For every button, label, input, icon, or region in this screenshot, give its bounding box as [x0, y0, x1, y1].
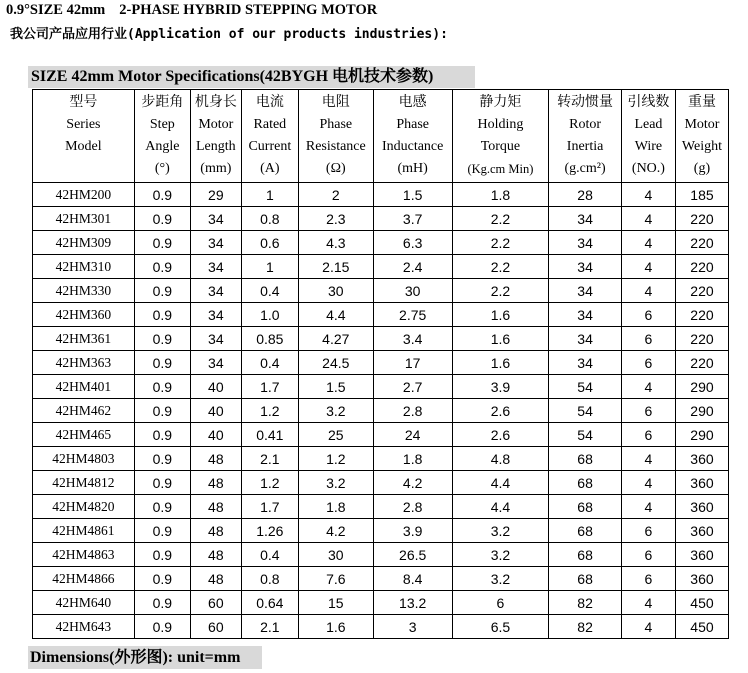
model-cell: 42HM363	[33, 351, 135, 375]
table-cell: 220	[675, 327, 728, 351]
table-cell: 2.4	[373, 255, 452, 279]
table-cell: 29	[190, 183, 241, 207]
applications-line: 我公司产品应用行业(Application of our products industries):	[10, 27, 448, 42]
table-cell: 0.9	[134, 375, 190, 399]
column-header-en2: Resistance	[305, 139, 366, 154]
dimensions-heading: Dimensions(外形图): unit=mm	[28, 646, 262, 669]
table-cell: 4	[621, 591, 675, 615]
column-header-en2: Weight	[681, 139, 723, 154]
table-cell: 4.2	[298, 519, 373, 543]
table-cell: 40	[190, 399, 241, 423]
table-row	[33, 615, 729, 639]
table-cell: 26.5	[373, 543, 452, 567]
column-header	[190, 90, 241, 183]
table-cell: 6	[621, 567, 675, 591]
column-header-unit: (Ω)	[325, 161, 346, 176]
table-cell: 220	[675, 279, 728, 303]
table-row	[33, 399, 729, 423]
table-cell: 2.2	[452, 255, 549, 279]
table-cell: 4	[621, 183, 675, 207]
table-row	[33, 543, 729, 567]
table-cell: 220	[675, 303, 728, 327]
size-label: 0.9°SIZE 42mm	[6, 2, 106, 18]
table-cell: 34	[549, 351, 622, 375]
table-cell: 1.6	[298, 615, 373, 639]
table-cell: 6	[452, 591, 549, 615]
model-cell: 42HM200	[33, 183, 135, 207]
column-header-en2: Inertia	[566, 139, 604, 154]
table-cell: 48	[190, 447, 241, 471]
table-cell: 13.2	[373, 591, 452, 615]
table-cell: 0.9	[134, 255, 190, 279]
table-cell: 68	[549, 519, 622, 543]
table-cell: 0.9	[134, 591, 190, 615]
table-cell: 4	[621, 495, 675, 519]
table-cell: 0.41	[241, 423, 298, 447]
table-cell: 2.2	[452, 231, 549, 255]
table-row	[33, 183, 729, 207]
table-cell: 6	[621, 543, 675, 567]
table-cell: 450	[675, 591, 728, 615]
table-cell: 0.9	[134, 423, 190, 447]
table-cell: 0.9	[134, 183, 190, 207]
table-cell: 2.15	[298, 255, 373, 279]
table-cell: 0.9	[134, 231, 190, 255]
table-cell: 34	[190, 279, 241, 303]
table-cell: 0.8	[241, 567, 298, 591]
table-cell: 0.4	[241, 279, 298, 303]
column-header-en1: Series	[66, 117, 101, 132]
table-row	[33, 375, 729, 399]
table-cell: 40	[190, 375, 241, 399]
table-cell: 1.6	[452, 351, 549, 375]
table-row	[33, 567, 729, 591]
model-cell: 42HM360	[33, 303, 135, 327]
table-cell: 34	[190, 327, 241, 351]
table-cell: 185	[675, 183, 728, 207]
table-cell: 34	[190, 303, 241, 327]
table-cell: 1.2	[241, 399, 298, 423]
table-cell: 2.1	[241, 615, 298, 639]
column-header	[675, 90, 728, 183]
column-header	[241, 90, 298, 183]
model-cell: 42HM4861	[33, 519, 135, 543]
table-cell: 54	[549, 423, 622, 447]
spec-table	[32, 89, 729, 639]
table-header-row	[33, 90, 729, 183]
table-cell: 2.7	[373, 375, 452, 399]
table-row	[33, 471, 729, 495]
table-cell: 0.9	[134, 279, 190, 303]
table-cell: 1.6	[452, 303, 549, 327]
table-cell: 60	[190, 591, 241, 615]
table-cell: 1.7	[241, 495, 298, 519]
table-cell: 68	[549, 567, 622, 591]
table-cell: 1.7	[241, 375, 298, 399]
table-cell: 34	[549, 231, 622, 255]
column-header-unit: (g.cm²)	[564, 161, 606, 176]
column-header-en1: Phase	[319, 117, 353, 132]
table-cell: 360	[675, 495, 728, 519]
table-cell: 48	[190, 471, 241, 495]
table-cell: 0.9	[134, 399, 190, 423]
table-cell: 3.2	[298, 399, 373, 423]
table-cell: 3.9	[452, 375, 549, 399]
table-cell: 2.6	[452, 423, 549, 447]
table-cell: 4.2	[373, 471, 452, 495]
table-cell: 4	[621, 231, 675, 255]
table-cell: 4.8	[452, 447, 549, 471]
table-cell: 4.4	[452, 495, 549, 519]
column-header-cn: 电流	[255, 95, 284, 110]
table-cell: 0.4	[241, 543, 298, 567]
table-cell: 54	[549, 399, 622, 423]
table-cell: 6	[621, 303, 675, 327]
table-cell: 68	[549, 471, 622, 495]
table-cell: 2.2	[452, 207, 549, 231]
column-header-unit: (mH)	[397, 161, 428, 176]
table-cell: 34	[190, 351, 241, 375]
table-cell: 1.2	[241, 471, 298, 495]
table-cell: 34	[190, 207, 241, 231]
table-cell: 2.6	[452, 399, 549, 423]
table-cell: 4	[621, 255, 675, 279]
table-cell: 82	[549, 591, 622, 615]
table-cell: 3.2	[452, 519, 549, 543]
table-cell: 34	[549, 327, 622, 351]
table-cell: 30	[298, 543, 373, 567]
table-cell: 34	[549, 255, 622, 279]
table-cell: 4	[621, 447, 675, 471]
column-header-cn: 转动惯量	[557, 95, 614, 110]
model-cell: 42HM4820	[33, 495, 135, 519]
table-cell: 17	[373, 351, 452, 375]
table-cell: 4.3	[298, 231, 373, 255]
table-cell: 6.3	[373, 231, 452, 255]
table-cell: 220	[675, 207, 728, 231]
table-cell: 0.9	[134, 471, 190, 495]
column-header-cn: 机身长	[194, 95, 237, 110]
table-cell: 48	[190, 543, 241, 567]
column-header-cn: 步距角	[141, 95, 184, 110]
table-cell: 3.2	[298, 471, 373, 495]
table-cell: 40	[190, 423, 241, 447]
table-cell: 1	[241, 183, 298, 207]
table-cell: 290	[675, 375, 728, 399]
table-cell: 68	[549, 543, 622, 567]
table-cell: 290	[675, 423, 728, 447]
table-cell: 24.5	[298, 351, 373, 375]
table-cell: 1	[241, 255, 298, 279]
table-cell: 360	[675, 519, 728, 543]
table-row	[33, 303, 729, 327]
table-cell: 34	[549, 207, 622, 231]
spec-heading: SIZE 42mm Motor Specifications(42BYGH 电机技术参数)	[28, 66, 475, 88]
table-cell: 2.2	[452, 279, 549, 303]
column-header-cn: 重量	[687, 95, 716, 110]
model-cell: 42HM462	[33, 399, 135, 423]
table-cell: 54	[549, 375, 622, 399]
model-cell: 42HM4866	[33, 567, 135, 591]
column-header-unit: (mm)	[200, 161, 232, 176]
column-header-en1: Lead	[634, 117, 663, 132]
table-cell: 2.75	[373, 303, 452, 327]
table-row	[33, 279, 729, 303]
table-cell: 1.5	[298, 375, 373, 399]
model-cell: 42HM465	[33, 423, 135, 447]
table-cell: 0.9	[134, 207, 190, 231]
table-cell: 34	[549, 303, 622, 327]
table-cell: 220	[675, 351, 728, 375]
table-cell: 3.2	[452, 543, 549, 567]
column-header-en1: Phase	[396, 117, 429, 132]
table-cell: 0.6	[241, 231, 298, 255]
table-cell: 3.4	[373, 327, 452, 351]
table-cell: 4	[621, 375, 675, 399]
table-cell: 2.1	[241, 447, 298, 471]
table-cell: 1.0	[241, 303, 298, 327]
table-cell: 1.2	[298, 447, 373, 471]
table-cell: 1.5	[373, 183, 452, 207]
table-row	[33, 519, 729, 543]
table-cell: 6	[621, 423, 675, 447]
table-cell: 7.6	[298, 567, 373, 591]
table-cell: 1.6	[452, 327, 549, 351]
table-cell: 3.2	[452, 567, 549, 591]
table-cell: 4	[621, 615, 675, 639]
column-header-en2: Inductance	[381, 139, 444, 154]
table-cell: 25	[298, 423, 373, 447]
model-cell: 42HM640	[33, 591, 135, 615]
column-header-unit: (g)	[693, 161, 711, 176]
column-header-en1: Motor	[198, 117, 234, 132]
table-cell: 3.9	[373, 519, 452, 543]
model-cell: 42HM309	[33, 231, 135, 255]
table-cell: 4	[621, 471, 675, 495]
table-cell: 6	[621, 351, 675, 375]
table-cell: 2.8	[373, 399, 452, 423]
table-cell: 48	[190, 519, 241, 543]
table-cell: 0.9	[134, 495, 190, 519]
column-header-en1: Motor	[684, 117, 720, 132]
table-cell: 0.9	[134, 303, 190, 327]
column-header-en2: Current	[248, 139, 292, 154]
column-header	[33, 90, 135, 183]
page-title	[6, 2, 377, 19]
table-cell: 15	[298, 591, 373, 615]
table-cell: 450	[675, 615, 728, 639]
table-cell: 60	[190, 615, 241, 639]
column-header-cn: 电阻	[321, 95, 350, 110]
table-cell: 290	[675, 399, 728, 423]
column-header-unit: (NO.)	[631, 161, 665, 176]
table-row	[33, 327, 729, 351]
table-cell: 0.9	[134, 327, 190, 351]
table-row	[33, 255, 729, 279]
column-header-unit: (A)	[260, 161, 280, 176]
table-cell: 4	[621, 279, 675, 303]
model-cell: 42HM361	[33, 327, 135, 351]
table-cell: 360	[675, 543, 728, 567]
column-header-unit	[33, 158, 134, 180]
table-cell: 48	[190, 567, 241, 591]
column-header	[452, 90, 549, 183]
column-header-cn: 引线数	[627, 95, 670, 110]
column-header-cn: 静力矩	[479, 95, 522, 110]
table-cell: 6	[621, 399, 675, 423]
table-cell: 68	[549, 447, 622, 471]
table-cell: 0.9	[134, 615, 190, 639]
model-cell: 42HM643	[33, 615, 135, 639]
table-cell: 0.85	[241, 327, 298, 351]
column-header-en1: Step	[149, 117, 175, 132]
column-header-en1: Rotor	[569, 117, 602, 132]
table-cell: 2	[298, 183, 373, 207]
table-cell: 8.4	[373, 567, 452, 591]
model-cell: 42HM330	[33, 279, 135, 303]
table-row	[33, 351, 729, 375]
table-row	[33, 495, 729, 519]
table-cell: 0.9	[134, 351, 190, 375]
table-cell: 1.26	[241, 519, 298, 543]
table-cell: 0.9	[134, 567, 190, 591]
model-cell: 42HM301	[33, 207, 135, 231]
column-header	[621, 90, 675, 183]
model-cell: 42HM310	[33, 255, 135, 279]
table-cell: 82	[549, 615, 622, 639]
table-cell: 360	[675, 471, 728, 495]
column-header	[298, 90, 373, 183]
column-header	[549, 90, 622, 183]
column-header-en2: Torque	[480, 139, 521, 154]
column-header-cn: 型号	[69, 95, 98, 110]
column-header-en1: Rated	[253, 117, 287, 132]
table-cell: 4	[621, 207, 675, 231]
table-cell: 6	[621, 327, 675, 351]
table-row	[33, 207, 729, 231]
table-cell: 1.8	[298, 495, 373, 519]
table-cell: 2.3	[298, 207, 373, 231]
column-header-en2: Angle	[145, 139, 180, 154]
table-row	[33, 231, 729, 255]
table-cell: 24	[373, 423, 452, 447]
table-cell: 360	[675, 567, 728, 591]
table-cell: 1.8	[373, 447, 452, 471]
table-cell: 6.5	[452, 615, 549, 639]
table-cell: 4.4	[452, 471, 549, 495]
table-cell: 30	[298, 279, 373, 303]
model-cell: 42HM4863	[33, 543, 135, 567]
table-cell: 0.9	[134, 543, 190, 567]
table-cell: 0.4	[241, 351, 298, 375]
column-header-cn: 电感	[398, 95, 427, 110]
column-header-unit: (°)	[154, 161, 170, 176]
table-cell: 220	[675, 231, 728, 255]
table-cell: 360	[675, 447, 728, 471]
table-cell: 4.27	[298, 327, 373, 351]
table-cell: 48	[190, 495, 241, 519]
column-header-en2: Wire	[634, 139, 663, 154]
table-cell: 0.9	[134, 447, 190, 471]
motor-type: 2-PHASE HYBRID STEPPING MOTOR	[119, 2, 378, 18]
table-cell: 0.8	[241, 207, 298, 231]
model-cell: 42HM4803	[33, 447, 135, 471]
table-cell: 1.8	[452, 183, 549, 207]
table-cell: 3	[373, 615, 452, 639]
model-cell: 42HM4812	[33, 471, 135, 495]
table-row	[33, 423, 729, 447]
column-header-unit: (Kg.cm Min)	[467, 162, 534, 176]
model-cell: 42HM401	[33, 375, 135, 399]
table-cell: 34	[549, 279, 622, 303]
table-cell: 28	[549, 183, 622, 207]
table-cell: 0.9	[134, 519, 190, 543]
table-cell: 68	[549, 495, 622, 519]
table-cell: 6	[621, 519, 675, 543]
column-header	[373, 90, 452, 183]
table-body	[33, 183, 729, 639]
table-cell: 34	[190, 231, 241, 255]
table-row	[33, 591, 729, 615]
column-header-en2: Model	[65, 139, 102, 154]
table-cell: 0.64	[241, 591, 298, 615]
table-row	[33, 447, 729, 471]
table-cell: 3.7	[373, 207, 452, 231]
column-header	[134, 90, 190, 183]
table-cell: 4.4	[298, 303, 373, 327]
table-cell: 34	[190, 255, 241, 279]
table-cell: 30	[373, 279, 452, 303]
table-cell: 2.8	[373, 495, 452, 519]
column-header-en1: Holding	[477, 117, 524, 132]
table-cell: 220	[675, 255, 728, 279]
column-header-en2: Length	[196, 139, 236, 154]
